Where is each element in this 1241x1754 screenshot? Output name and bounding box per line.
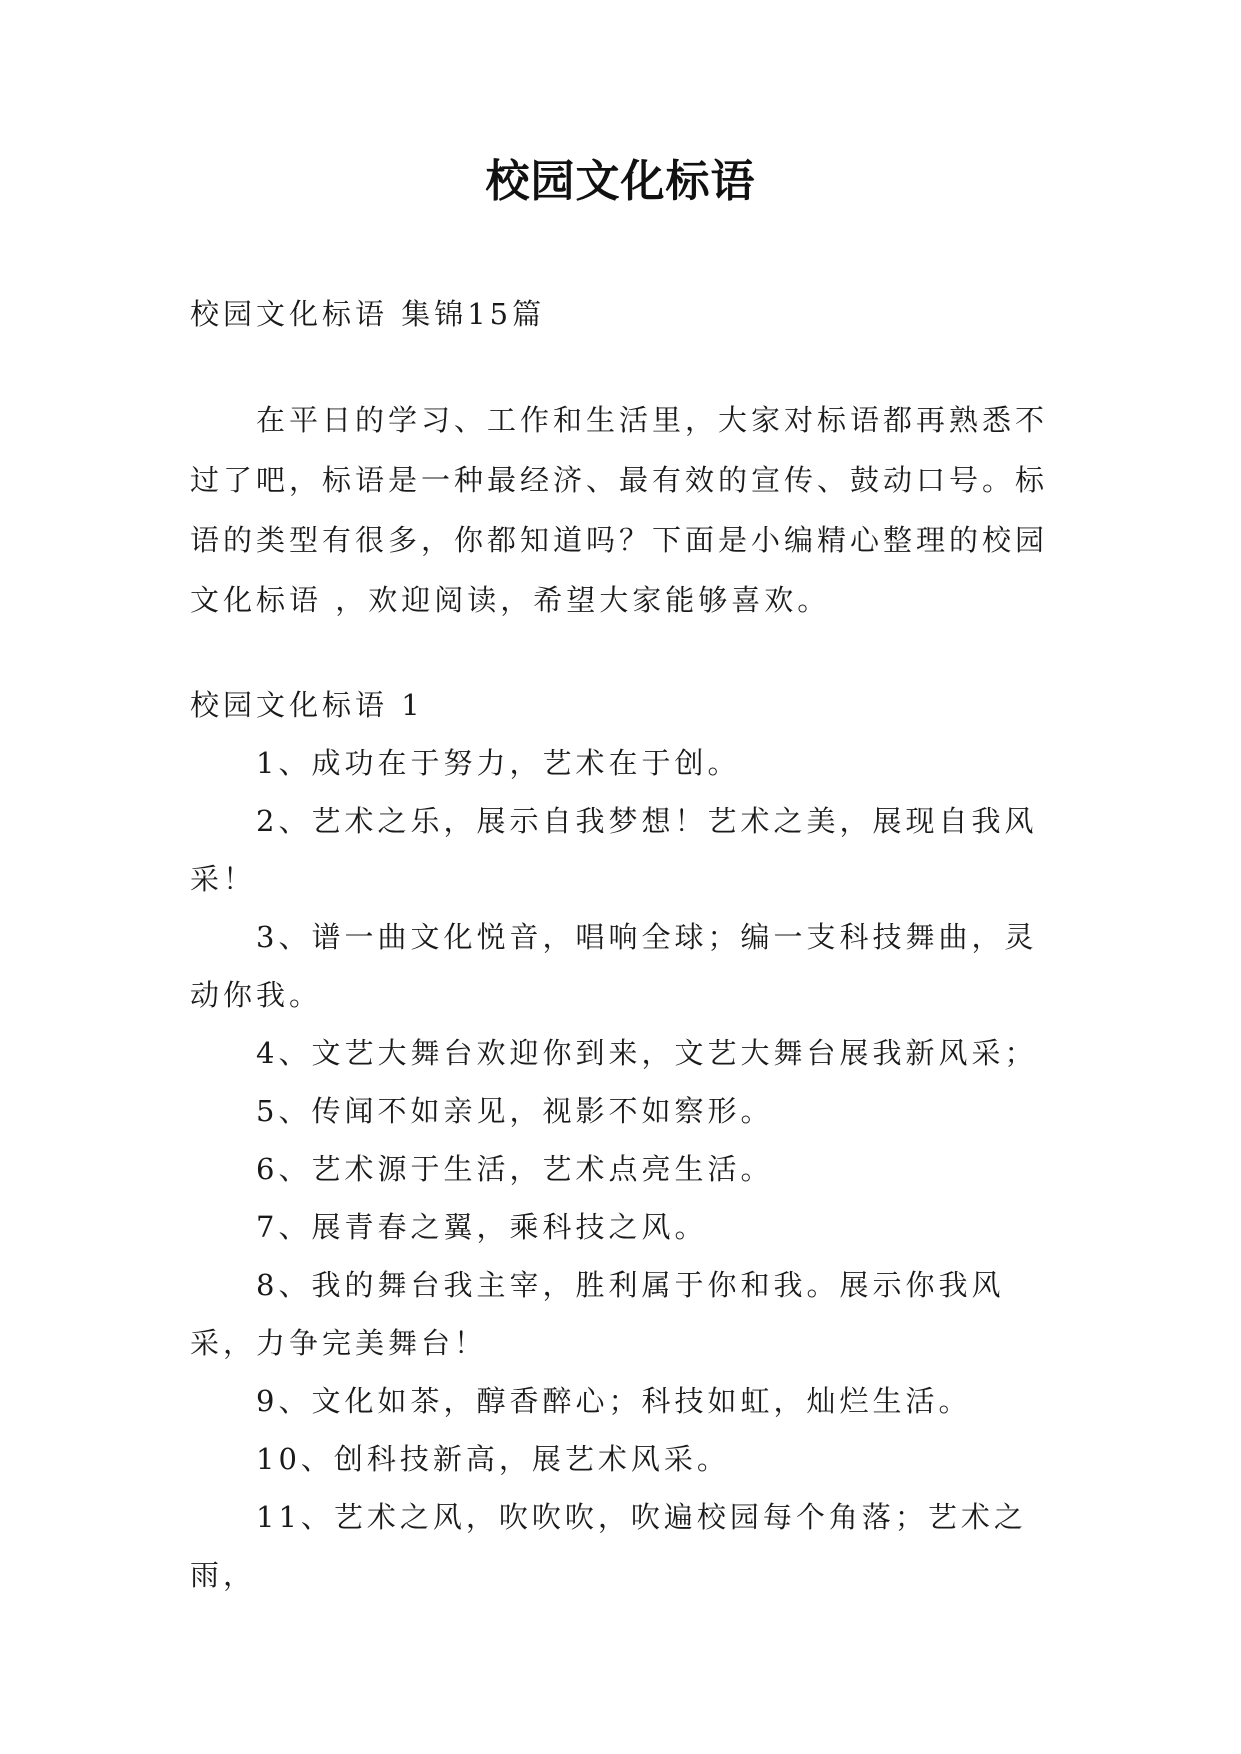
- slogan-item: 9、文化如茶，醇香醉心；科技如虹，灿烂生活。: [256, 1384, 972, 1418]
- slogan-item: 3、谱一曲文化悦音，唱响全球；编一支科技舞曲，灵动你我。: [190, 920, 1038, 1012]
- intro-paragraph: 在平日的学习、工作和生活里，大家对标语都再熟悉不过了吧，标语是一种最经济、最有效的宣传、鼓动口号。标语的类型有很多，你都知道吗？下面是小编精心整理的校园文化标语 ，欢迎阅读，希望大家能够喜欢。: [190, 403, 1049, 617]
- slogan-item: 11、艺术之风，吹吹吹，吹遍校园每个角落；艺术之雨，: [190, 1500, 1027, 1592]
- slogan-item: 1、成功在于努力，艺术在于创。: [256, 746, 741, 780]
- slogan-item: 2、艺术之乐，展示自我梦想！艺术之美，展现自我风采！: [190, 804, 1038, 896]
- page-title: 校园文化标语: [485, 156, 756, 207]
- slogan-item: 5、传闻不如亲见，视影不如察形。: [256, 1094, 774, 1128]
- section-heading: 校园文化标语 1: [190, 688, 424, 722]
- slogan-item: 7、展青春之翼，乘科技之风。: [256, 1210, 708, 1244]
- document-subtitle: 校园文化标语 集锦15篇: [190, 297, 546, 331]
- slogan-item: 8、我的舞台我主宰，胜利属于你和我。展示你我风采，力争完美舞台！: [190, 1268, 1005, 1360]
- slogan-item: 4、文艺大舞台欢迎你到来，文艺大舞台展我新风采；: [256, 1036, 1038, 1070]
- document-body: [190, 284, 1060, 1604]
- slogan-item: 6、艺术源于生活，艺术点亮生活。: [256, 1152, 774, 1186]
- slogan-item: 10、创科技新高，展艺术风采。: [256, 1442, 730, 1476]
